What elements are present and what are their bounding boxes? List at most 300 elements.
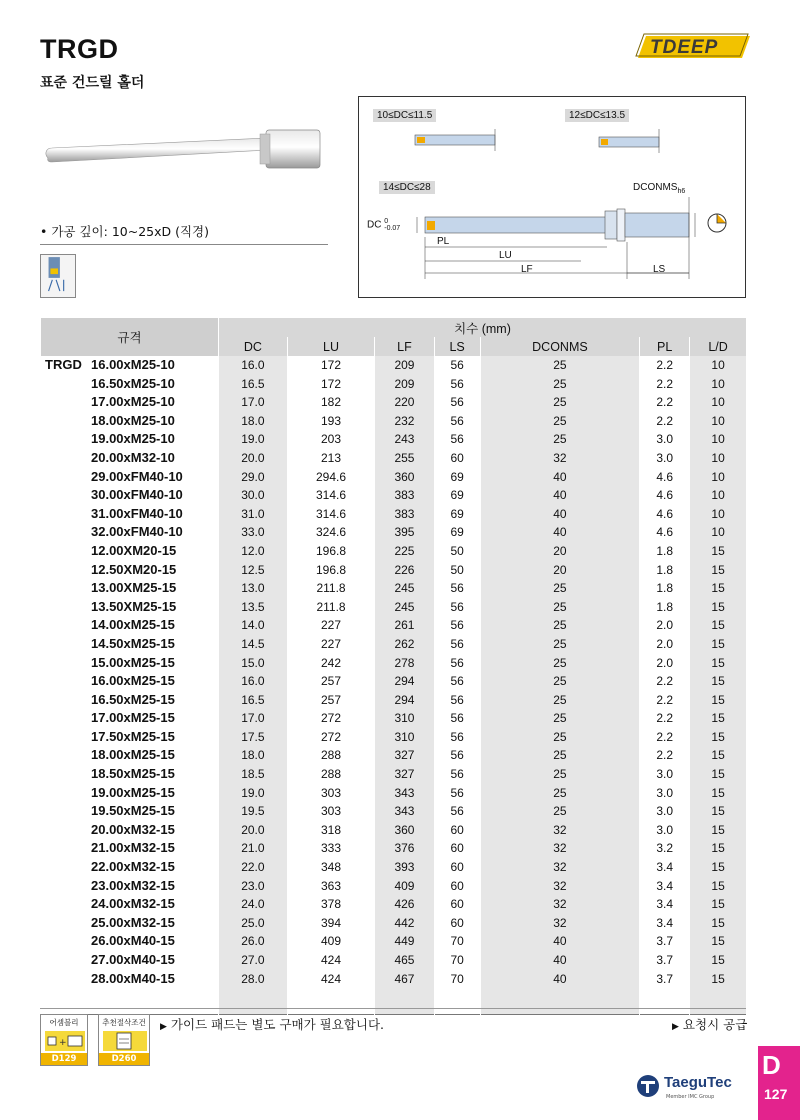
value-cell: 14.0 — [219, 616, 288, 635]
value-cell: 15 — [690, 914, 746, 933]
value-cell: 16.5 — [219, 691, 288, 710]
table-row — [41, 635, 747, 654]
spec-cell — [41, 728, 219, 747]
value-cell: 56 — [434, 598, 480, 617]
spec-cell — [41, 523, 219, 542]
value-cell: 4.6 — [640, 523, 690, 542]
spec-cell — [41, 616, 219, 635]
value-cell: 25 — [480, 654, 640, 673]
value-cell: 56 — [434, 356, 480, 375]
value-cell: 209 — [375, 375, 434, 394]
value-cell: 343 — [375, 802, 434, 821]
value-cell: 220 — [375, 393, 434, 412]
value-cell: 314.6 — [287, 486, 375, 505]
value-cell: 227 — [287, 616, 375, 635]
spec-code: 19.00xM25-10 — [91, 431, 175, 447]
value-cell: 25 — [480, 784, 640, 803]
value-cell: 272 — [287, 709, 375, 728]
spec-table-body — [41, 356, 747, 1014]
spec-code: 18.00xM25-15 — [91, 747, 175, 763]
value-cell: 2.0 — [640, 635, 690, 654]
spec-code: 18.50xM25-15 — [91, 766, 175, 782]
company-name: TaeguTec — [664, 1074, 732, 1091]
value-cell: 15 — [690, 932, 746, 951]
empty-cell — [434, 988, 480, 1014]
dimension-drawing — [359, 97, 747, 299]
value-cell: 467 — [375, 970, 434, 989]
value-cell: 10 — [690, 430, 746, 449]
spec-prefix: TRGD — [45, 357, 82, 372]
value-cell: 15 — [690, 784, 746, 803]
table-row — [41, 802, 747, 821]
value-cell: 327 — [375, 765, 434, 784]
spec-code: 16.00xM25-10 — [91, 357, 175, 372]
ls-label: LS — [653, 264, 666, 275]
note-right-text: 요청시 공급 — [682, 1017, 748, 1032]
dconms-text: DCONMS — [633, 182, 678, 193]
table-row — [41, 821, 747, 840]
value-cell: 393 — [375, 858, 434, 877]
value-cell: 3.2 — [640, 839, 690, 858]
value-cell: 395 — [375, 523, 434, 542]
value-cell: 10 — [690, 468, 746, 487]
value-cell: 243 — [375, 430, 434, 449]
table-row — [41, 393, 747, 412]
value-cell: 310 — [375, 709, 434, 728]
value-cell: 2.2 — [640, 709, 690, 728]
spec-cell — [41, 821, 219, 840]
value-cell: 10 — [690, 412, 746, 431]
assembly-card[interactable] — [40, 1014, 88, 1066]
spec-cell — [41, 709, 219, 728]
value-cell: 20.0 — [219, 449, 288, 468]
value-cell: 56 — [434, 430, 480, 449]
value-cell: 56 — [434, 802, 480, 821]
spec-code: 16.00xM25-15 — [91, 673, 175, 689]
value-cell: 242 — [287, 654, 375, 673]
value-cell: 15 — [690, 821, 746, 840]
spec-code: 25.00xM32-15 — [91, 914, 175, 930]
spec-code: 26.00xM40-15 — [91, 933, 175, 949]
column-header: LU — [287, 337, 375, 356]
value-cell: 172 — [287, 356, 375, 375]
assembly-icon — [45, 1031, 85, 1051]
value-cell: 15 — [690, 672, 746, 691]
triangle-bullet-icon: ▶ — [672, 1022, 679, 1032]
value-cell: 25 — [480, 579, 640, 598]
value-cell: 25 — [480, 765, 640, 784]
recommend-ref: D260 — [99, 1053, 149, 1065]
value-cell: 4.6 — [640, 468, 690, 487]
spec-code: 21.00xM32-15 — [91, 840, 175, 856]
divider — [40, 244, 328, 245]
value-cell: 209 — [375, 356, 434, 375]
value-cell: 383 — [375, 505, 434, 524]
spec-table — [40, 318, 746, 1015]
value-cell: 56 — [434, 672, 480, 691]
value-cell: 13.5 — [219, 598, 288, 617]
recommend-card[interactable] — [98, 1014, 150, 1066]
value-cell: 60 — [434, 877, 480, 896]
page-number: 127 — [764, 1086, 788, 1102]
value-cell: 378 — [287, 895, 375, 914]
value-cell: 1.8 — [640, 542, 690, 561]
value-cell: 56 — [434, 635, 480, 654]
value-cell: 314.6 — [287, 505, 375, 524]
value-cell: 69 — [434, 523, 480, 542]
value-cell: 17.0 — [219, 709, 288, 728]
column-header: PL — [640, 337, 690, 356]
value-cell: 2.0 — [640, 616, 690, 635]
value-cell: 50 — [434, 542, 480, 561]
lf-label: LF — [521, 264, 533, 275]
value-cell: 232 — [375, 412, 434, 431]
value-cell: 227 — [287, 635, 375, 654]
dc-tol-upper: 0 — [384, 218, 389, 225]
value-cell: 26.0 — [219, 932, 288, 951]
value-cell: 10 — [690, 523, 746, 542]
triangle-bullet-icon: ▶ — [160, 1022, 167, 1032]
spec-cell — [41, 765, 219, 784]
value-cell: 2.2 — [640, 356, 690, 375]
value-cell: 225 — [375, 542, 434, 561]
range-label-b: 12≤DC≤13.5 — [565, 109, 629, 122]
value-cell: 17.5 — [219, 728, 288, 747]
value-cell: 56 — [434, 765, 480, 784]
value-cell: 40 — [480, 932, 640, 951]
empty-cell — [41, 988, 219, 1014]
table-row — [41, 728, 747, 747]
spec-code: 12.00XM20-15 — [91, 542, 177, 558]
value-cell: 1.8 — [640, 579, 690, 598]
value-cell: 288 — [287, 765, 375, 784]
company-sub: Member IMC Group — [666, 1094, 715, 1100]
value-cell: 3.7 — [640, 951, 690, 970]
value-cell: 69 — [434, 468, 480, 487]
value-cell: 2.2 — [640, 746, 690, 765]
column-header: LF — [375, 337, 434, 356]
value-cell: 32 — [480, 858, 640, 877]
value-cell: 70 — [434, 970, 480, 989]
spec-cell — [41, 932, 219, 951]
value-cell: 56 — [434, 728, 480, 747]
table-row — [41, 970, 747, 989]
value-cell: 272 — [287, 728, 375, 747]
spec-cell — [41, 746, 219, 765]
spec-code: 29.00xFM40-10 — [91, 468, 183, 484]
value-cell: 343 — [375, 784, 434, 803]
table-row — [41, 839, 747, 858]
range-label-c: 14≤DC≤28 — [379, 181, 435, 194]
value-cell: 70 — [434, 932, 480, 951]
section-letter: D — [762, 1050, 781, 1080]
spec-code: 28.00xM40-15 — [91, 970, 175, 986]
table-row — [41, 746, 747, 765]
value-cell: 15 — [690, 765, 746, 784]
value-cell: 40 — [480, 970, 640, 989]
value-cell: 25 — [480, 728, 640, 747]
value-cell: 360 — [375, 821, 434, 840]
value-cell: 60 — [434, 858, 480, 877]
spec-code: 22.00xM32-15 — [91, 859, 175, 875]
feature-text: 가공 깊이: 10~25xD (직경) — [51, 224, 210, 239]
table-row — [41, 412, 747, 431]
tdeep-logo-text: TDEEP — [650, 37, 719, 58]
table-row — [41, 561, 747, 580]
value-cell: 409 — [375, 877, 434, 896]
recommend-icon — [103, 1031, 147, 1051]
value-cell: 3.4 — [640, 877, 690, 896]
spec-cell — [41, 691, 219, 710]
value-cell: 27.0 — [219, 951, 288, 970]
note-left-text: 가이드 패드는 별도 구매가 필요합니다. — [170, 1017, 384, 1032]
value-cell: 32 — [480, 839, 640, 858]
value-cell: 25 — [480, 709, 640, 728]
assembly-ref: D129 — [41, 1053, 87, 1065]
spec-code: 16.50xM25-15 — [91, 691, 175, 707]
value-cell: 2.2 — [640, 672, 690, 691]
value-cell: 193 — [287, 412, 375, 431]
value-cell: 2.0 — [640, 654, 690, 673]
value-cell: 2.2 — [640, 691, 690, 710]
spec-cell — [41, 430, 219, 449]
table-row — [41, 375, 747, 394]
spec-cell — [41, 635, 219, 654]
value-cell: 30.0 — [219, 486, 288, 505]
spec-cell — [41, 412, 219, 431]
value-cell: 19.5 — [219, 802, 288, 821]
value-cell: 25 — [480, 375, 640, 394]
spec-cell — [41, 486, 219, 505]
table-row — [41, 523, 747, 542]
value-cell: 310 — [375, 728, 434, 747]
value-cell: 3.7 — [640, 970, 690, 989]
value-cell: 288 — [287, 746, 375, 765]
table-row — [41, 356, 747, 375]
value-cell: 25 — [480, 393, 640, 412]
dconms-label — [629, 181, 689, 196]
gundrill-holder-photo — [38, 108, 328, 198]
value-cell: 257 — [287, 672, 375, 691]
value-cell: 60 — [434, 821, 480, 840]
value-cell: 22.0 — [219, 858, 288, 877]
value-cell: 56 — [434, 746, 480, 765]
value-cell: 40 — [480, 951, 640, 970]
value-cell: 56 — [434, 412, 480, 431]
spec-cell — [41, 839, 219, 858]
value-cell: 21.0 — [219, 839, 288, 858]
spec-header: 규격 — [41, 318, 219, 356]
value-cell: 32 — [480, 449, 640, 468]
value-cell: 376 — [375, 839, 434, 858]
value-cell: 32 — [480, 877, 640, 896]
spec-cell — [41, 561, 219, 580]
value-cell: 3.0 — [640, 449, 690, 468]
section-tab[interactable] — [758, 1046, 800, 1120]
value-cell: 360 — [375, 468, 434, 487]
value-cell: 383 — [375, 486, 434, 505]
value-cell: 3.4 — [640, 914, 690, 933]
spec-cell — [41, 970, 219, 989]
spec-code: 13.00XM25-15 — [91, 580, 177, 596]
spec-code: 12.50XM20-15 — [91, 561, 177, 577]
value-cell: 25 — [480, 635, 640, 654]
range-label-a: 10≤DC≤11.5 — [373, 109, 436, 122]
value-cell: 56 — [434, 784, 480, 803]
spec-cell — [41, 598, 219, 617]
empty-cell — [375, 988, 434, 1014]
value-cell: 25 — [480, 802, 640, 821]
value-cell: 40 — [480, 523, 640, 542]
value-cell: 15 — [690, 542, 746, 561]
table-row — [41, 598, 747, 617]
value-cell: 60 — [434, 449, 480, 468]
value-cell: 3.4 — [640, 895, 690, 914]
table-row — [41, 654, 747, 673]
value-cell: 3.0 — [640, 765, 690, 784]
spec-code: 19.00xM25-15 — [91, 784, 175, 800]
value-cell: 23.0 — [219, 877, 288, 896]
value-cell: 318 — [287, 821, 375, 840]
value-cell: 15 — [690, 877, 746, 896]
spec-code: 17.50xM25-15 — [91, 728, 175, 744]
column-header: L/D — [690, 337, 746, 356]
value-cell: 348 — [287, 858, 375, 877]
value-cell: 245 — [375, 579, 434, 598]
value-cell: 261 — [375, 616, 434, 635]
table-row — [41, 932, 747, 951]
spec-code: 13.50XM25-15 — [91, 598, 177, 614]
value-cell: 465 — [375, 951, 434, 970]
value-cell: 449 — [375, 932, 434, 951]
value-cell: 25 — [480, 746, 640, 765]
value-cell: 13.0 — [219, 579, 288, 598]
dc-tol-lower: -0.07 — [384, 225, 401, 232]
value-cell: 40 — [480, 468, 640, 487]
value-cell: 15 — [690, 728, 746, 747]
value-cell: 18.5 — [219, 765, 288, 784]
empty-cell — [640, 988, 690, 1014]
spec-code: 30.00xFM40-10 — [91, 487, 183, 503]
value-cell: 196.8 — [287, 542, 375, 561]
spec-cell — [41, 375, 219, 394]
value-cell: 15 — [690, 951, 746, 970]
table-row — [41, 784, 747, 803]
value-cell: 56 — [434, 691, 480, 710]
value-cell: 426 — [375, 895, 434, 914]
value-cell: 60 — [434, 895, 480, 914]
value-cell: 15 — [690, 839, 746, 858]
value-cell: 10 — [690, 375, 746, 394]
spec-code: 31.00xFM40-10 — [91, 505, 183, 521]
value-cell: 15 — [690, 598, 746, 617]
value-cell: 28.0 — [219, 970, 288, 989]
spec-code: 16.50xM25-10 — [91, 375, 175, 391]
spec-cell — [41, 951, 219, 970]
value-cell: 303 — [287, 802, 375, 821]
note-guide-pad — [160, 1015, 384, 1033]
value-cell: 15 — [690, 635, 746, 654]
spec-cell — [41, 654, 219, 673]
value-cell: 15 — [690, 802, 746, 821]
table-row-empty — [41, 988, 747, 1014]
value-cell: 18.0 — [219, 746, 288, 765]
table-row — [41, 858, 747, 877]
value-cell: 56 — [434, 616, 480, 635]
spec-cell — [41, 858, 219, 877]
value-cell: 262 — [375, 635, 434, 654]
value-cell: 3.7 — [640, 932, 690, 951]
value-cell: 294.6 — [287, 468, 375, 487]
value-cell: 409 — [287, 932, 375, 951]
value-cell: 32 — [480, 914, 640, 933]
value-cell: 10 — [690, 486, 746, 505]
value-cell: 14.5 — [219, 635, 288, 654]
value-cell: 211.8 — [287, 579, 375, 598]
value-cell: 15 — [690, 970, 746, 989]
value-cell: 333 — [287, 839, 375, 858]
empty-cell — [480, 988, 640, 1014]
value-cell: 70 — [434, 951, 480, 970]
spec-code: 20.00xM32-10 — [91, 449, 175, 465]
value-cell: 294 — [375, 691, 434, 710]
value-cell: 3.0 — [640, 784, 690, 803]
spec-cell — [41, 877, 219, 896]
value-cell: 69 — [434, 505, 480, 524]
column-header: DC — [219, 337, 288, 356]
value-cell: 17.0 — [219, 393, 288, 412]
value-cell: 203 — [287, 430, 375, 449]
value-cell: 424 — [287, 951, 375, 970]
value-cell: 40 — [480, 505, 640, 524]
value-cell: 25 — [480, 691, 640, 710]
spec-cell — [41, 895, 219, 914]
table-row — [41, 430, 747, 449]
value-cell: 10 — [690, 449, 746, 468]
tdeep-logo — [632, 30, 752, 64]
value-cell: 25 — [480, 356, 640, 375]
value-cell: 16.0 — [219, 672, 288, 691]
value-cell: 15 — [690, 616, 746, 635]
taegutec-logo — [636, 1072, 746, 1108]
dimension-diagram — [358, 96, 746, 298]
spec-code: 32.00xFM40-10 — [91, 524, 183, 540]
dc-text: DC — [367, 219, 382, 231]
value-cell: 32 — [480, 821, 640, 840]
value-cell: 15 — [690, 579, 746, 598]
value-cell: 24.0 — [219, 895, 288, 914]
value-cell: 56 — [434, 375, 480, 394]
spec-cell — [41, 356, 219, 375]
table-row — [41, 542, 747, 561]
dconms-tolerance: h6 — [677, 188, 686, 195]
value-cell: 363 — [287, 877, 375, 896]
value-cell: 16.5 — [219, 375, 288, 394]
feature-note — [40, 222, 209, 240]
value-cell: 56 — [434, 709, 480, 728]
value-cell: 1.8 — [640, 598, 690, 617]
table-row — [41, 951, 747, 970]
empty-cell — [287, 988, 375, 1014]
page-subtitle: 표준 건드릴 홀더 — [40, 75, 145, 91]
value-cell: 10 — [690, 393, 746, 412]
table-row — [41, 505, 747, 524]
value-cell: 196.8 — [287, 561, 375, 580]
value-cell: 278 — [375, 654, 434, 673]
table-row — [41, 709, 747, 728]
value-cell: 257 — [287, 691, 375, 710]
value-cell: 50 — [434, 561, 480, 580]
